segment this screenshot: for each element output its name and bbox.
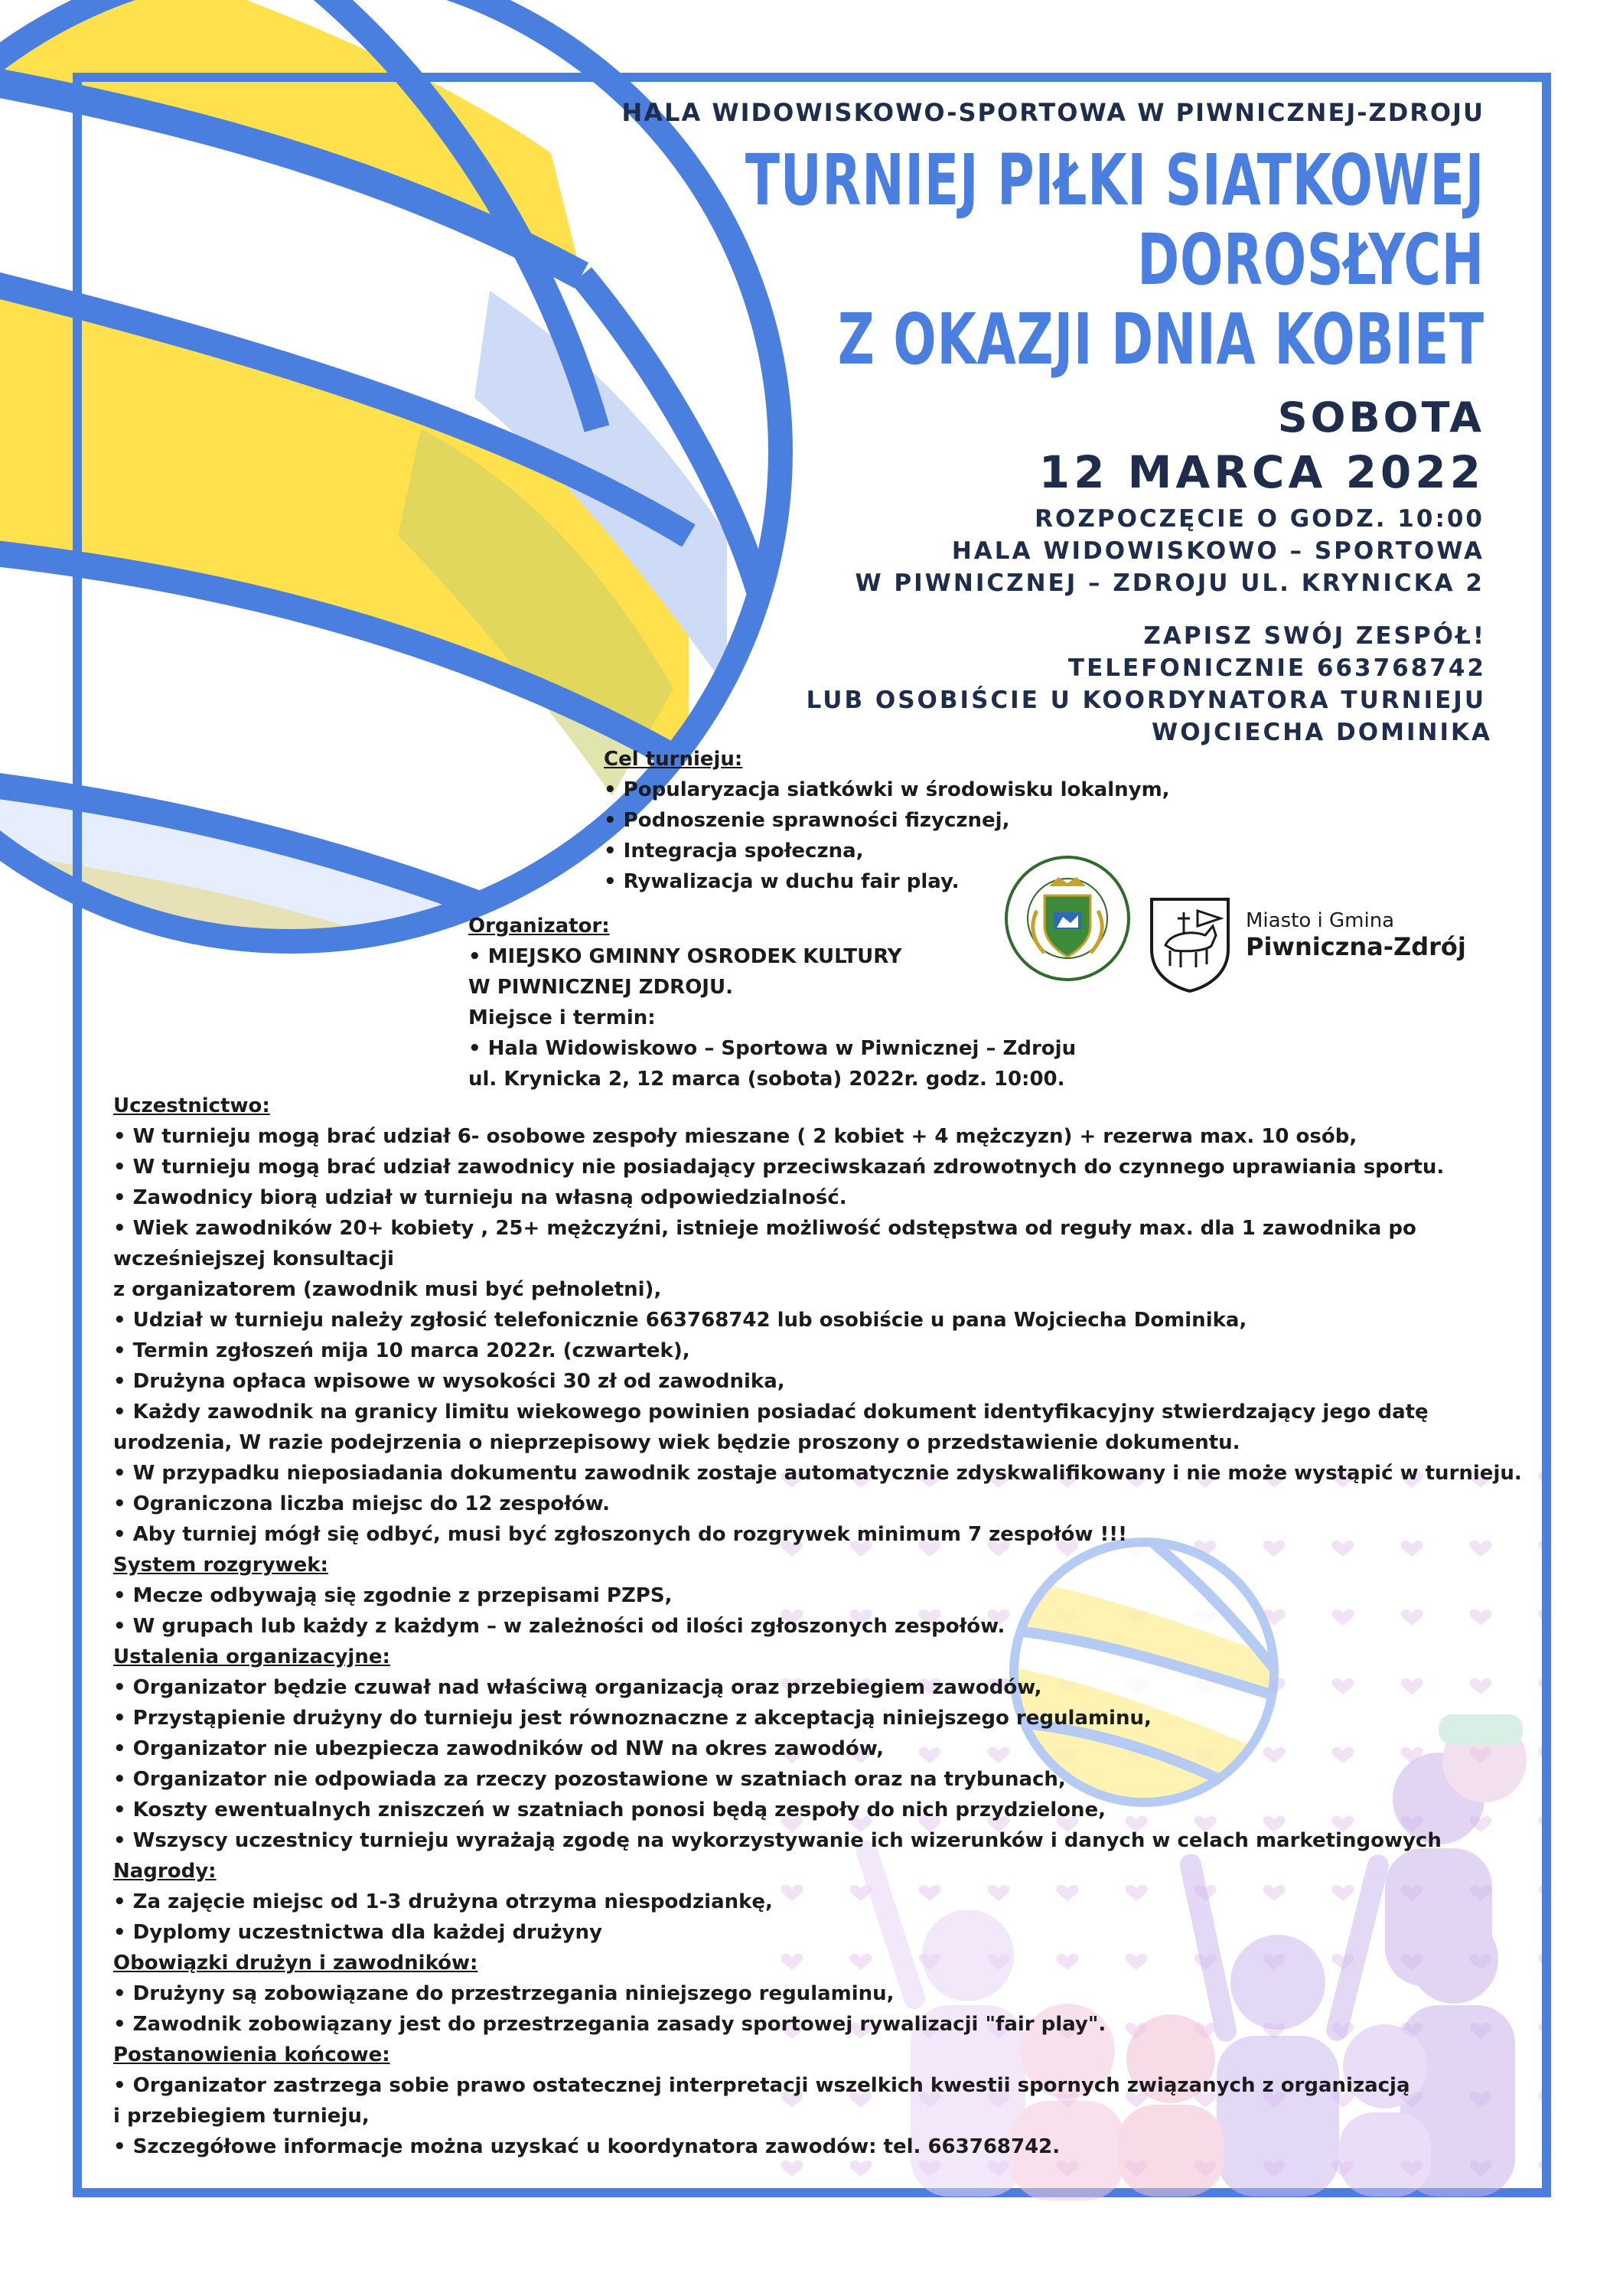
venue-line-1: HALA WIDOWISKOWO – SPORTOWA — [951, 537, 1484, 565]
place-line: ul. Krynicka 2, 12 marca (sobota) 2022r. godz. 10:00. — [468, 1068, 1065, 1091]
event-day: SOBOTA — [1277, 393, 1484, 442]
section-final-provisions — [113, 2040, 1537, 2162]
section-game-system — [113, 1550, 1537, 1642]
rule-line: • Zawodnicy biorą udział w turnieju na własną odpowiedzialność. — [113, 1186, 847, 1209]
rule-line: • Każdy zawodnik na granicy limitu wiekowego powinien posiadać dokument identyfikacyjny stwierdzający jego datę — [113, 1401, 1429, 1424]
section-heading: Obowiązki drużyn i zawodników: — [113, 1952, 478, 1975]
organizer-line: • MIEJSKO GMINNY OSRODEK KULTURY — [468, 945, 902, 968]
rule-line: • Termin zgłoszeń mija 10 marca 2022r. (czwartek), — [113, 1339, 690, 1362]
goal-item: • Integracja społeczna, — [604, 840, 864, 863]
city-logo-line-1: Miasto i Gmina — [1246, 909, 1395, 932]
rule-line: • Organizator nie odpowiada za rzeczy pozostawione w szatniach oraz na trybunach, — [113, 1768, 1066, 1791]
rule-line: • Udział w turnieju należy zgłosić telefonicznie 663768742 lub osobiście u pana Wojciecha Dominika, — [113, 1309, 1247, 1332]
rule-line: • W przypadku nieposiadania dokumentu zawodnik zostaje automatycznie zdyskwalifikowany i nie może wystąpić w turnieju. — [113, 1462, 1522, 1485]
rule-line: • Mecze odbywają się zgodnie z przepisami PZPS, — [113, 1584, 673, 1607]
section-participation — [113, 1091, 1537, 1550]
rule-line: • Przystąpienie drużyny do turnieju jest równoznaczne z akceptacją niniejszego regulaminu, — [113, 1707, 1152, 1730]
rule-line: • Drużyny są zobowiązane do przestrzegania niniejszego regulaminu, — [113, 1982, 895, 2005]
rule-line: • Dyplomy uczestnictwa dla każdej drużyny — [113, 1921, 602, 1944]
rule-line: • W turnieju mogą brać udział zawodnicy nie posiadający przeciwskazań zdrowotnych do czynnego uprawiania sportu. — [113, 1156, 1445, 1179]
rule-line: wcześniejszej konsultacji — [113, 1247, 394, 1270]
signup-line-4: WOJCIECHA DOMINIKA — [1152, 719, 1492, 746]
goal-item: • Rywalizacja w duchu fair play. — [604, 870, 960, 893]
rule-line: z organizatorem (zawodnik musi być pełnoletni), — [113, 1278, 662, 1301]
goal-item: • Popularyzacja siatkówki w środowisku lokalnym, — [604, 778, 1170, 801]
section-obligations — [113, 1948, 1537, 2040]
title-block — [490, 98, 1484, 599]
section-heading: Nagrody: — [113, 1860, 217, 1883]
start-time: ROZPOCZĘCIE O GODZ. 10:00 — [1035, 505, 1484, 533]
title-line-3: Z OKAZJI DNIA KOBIET — [837, 298, 1484, 380]
venue-heading: HALA WIDOWISKOWO-SPORTOWA W PIWNICZNEJ-ZDROJU — [621, 98, 1484, 127]
signup-block — [689, 620, 1492, 748]
city-logo-line-2: Piwniczna-Zdrój — [1246, 932, 1466, 961]
rule-line: • Koszty ewentualnych zniszczeń w szatniach ponosi będą zespoły do nich przydzielone, — [113, 1799, 1106, 1821]
rule-line: • Drużyna opłaca wpisowe w wysokości 30 zł od zawodnika, — [113, 1370, 785, 1393]
main-title — [490, 141, 1484, 380]
rule-line: • Ograniczona liczba miejsc do 12 zespołów. — [113, 1492, 610, 1515]
rule-line: • Aby turniej mógł się odbyć, musi być zgłoszonych do rozgrywek minimum 7 zespołów !!! — [113, 1523, 1128, 1546]
rule-line: urodzenia, W razie podejrzenia o nieprzepisowy wiek będzie proszony o przedstawienie dokumentu. — [113, 1431, 1240, 1454]
place-heading: Miejsce i termin: — [468, 1006, 656, 1029]
rule-line: • W turnieju mogą brać udział 6- osobowe zespoły mieszane ( 2 kobiet + 4 mężczyzn) + rezerwa max. 10 osób, — [113, 1125, 1357, 1148]
tournament-goals — [604, 744, 1170, 897]
section-heading: Postanowienia końcowe: — [113, 2043, 390, 2066]
section-heading: Ustalenia organizacyjne: — [113, 1645, 390, 1668]
city-logo — [1246, 909, 1466, 961]
rule-line: • Za zajęcie miejsc od 1-3 drużyna otrzyma niespodziankę, — [113, 1890, 773, 1913]
section-prizes — [113, 1856, 1537, 1948]
place-line: • Hala Widowiskowo – Sportowa w Piwnicznej – Zdroju — [468, 1037, 1077, 1060]
rule-line: • Szczegółowe informacje można uzyskać u koordynatora zawodów: tel. 663768742. — [113, 2135, 1061, 2158]
goals-heading: Cel turnieju: — [604, 748, 743, 771]
signup-line-3: LUB OSOBIŚCIE U KOORDYNATORA TURNIEJU — [806, 687, 1486, 714]
rule-line: • Zawodnik zobowiązany jest do przestrzegania zasady sportowej rywalizacji "fair play". — [113, 2013, 1106, 2036]
rule-line: • Organizator nie ubezpiecza zawodników od NW na okres zawodów, — [113, 1737, 884, 1760]
signup-line-1: ZAPISZ SWÓJ ZESPÓŁ! — [1143, 622, 1486, 650]
title-line-1: TURNIEJ PIŁKI SIATKOWEJ — [745, 139, 1484, 221]
rules-content — [113, 1091, 1537, 2162]
organizer-info — [468, 911, 1076, 1094]
section-heading: System rozgrywek: — [113, 1554, 328, 1577]
rule-line: • Organizator będzie czuwał nad właściwą organizacją oraz przebiegiem zawodów, — [113, 1676, 1042, 1699]
organizer-heading: Organizator: — [468, 915, 610, 938]
rule-line: • Wiek zawodników 20+ kobiety , 25+ mężczyźni, istnieje możliwość odstępstwa od reguły max. dla 1 zawodnika po — [113, 1217, 1416, 1240]
section-heading: Uczestnictwo: — [113, 1094, 270, 1117]
rule-line: i przebiegiem turnieju, — [113, 2105, 370, 2128]
rule-line: • Organizator zastrzega sobie prawo ostatecznej interpretacji wszelkich kwestii spornych związanych z organizacją — [113, 2074, 1410, 2097]
section-organization — [113, 1642, 1537, 1856]
title-line-2: DOROSŁYCH — [1137, 219, 1484, 301]
rule-line: • Wszyscy uczestnicy turnieju wyrażają zgodę na wykorzystywanie ich wizerunków i danych w celach marketingowych — [113, 1829, 1442, 1852]
goal-item: • Podnoszenie sprawności fizycznej, — [604, 809, 1010, 832]
city-shield-logo — [1152, 899, 1228, 991]
rule-line: • W grupach lub każdy z każdym – w zależności od ilości zgłoszonych zespołów. — [113, 1615, 1005, 1638]
venue-line-2: W PIWNICZNEJ – ZDROJU UL. KRYNICKA 2 — [855, 569, 1484, 597]
organizer-line: W PIWNICZNEJ ZDROJU. — [468, 976, 733, 999]
event-date: 12 MARCA 2022 — [1038, 446, 1484, 498]
signup-line-2: TELEFONICZNIE 663768742 — [1067, 654, 1486, 682]
